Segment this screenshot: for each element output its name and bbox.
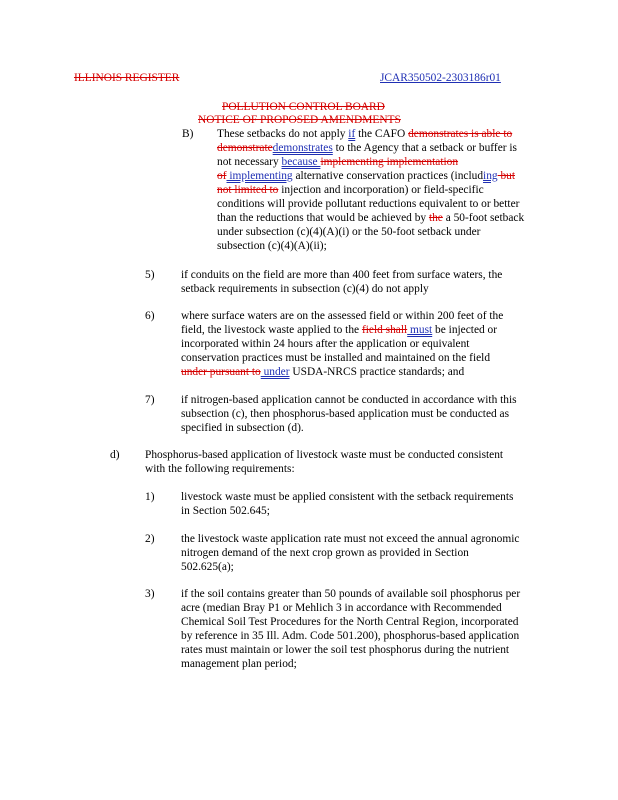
item-6-line: conservation practices must be installed and maintained on the field <box>181 352 491 364</box>
d3-line: rates must maintain or lower the soil test phosphorus during the nutrient <box>181 644 510 656</box>
text-run: than the reductions that would be achieved by <box>217 212 429 224</box>
item-b-line: conditions will provide pollutant reductions equivalent to or better <box>217 198 520 210</box>
item-5-line: if conduits on the field are more than 400 feet from surface waters, the <box>181 269 503 281</box>
inserted-text: implementing <box>226 170 293 182</box>
subsection-d-label: d) <box>110 449 120 461</box>
item-b-line: subsection (c)(4)(A)(ii); <box>217 240 327 252</box>
text-run: to the Agency <box>332 142 402 154</box>
text-run: alternative conservation practices (includ <box>292 170 484 182</box>
deleted-text: implementation <box>383 156 459 168</box>
d1-line: livestock waste must be applied consistent with the setback requirements <box>181 491 514 503</box>
deleted-text: but <box>497 170 515 182</box>
item-7-line: subsection (c), then phosphorus-based application must be conducted as <box>181 408 510 420</box>
jcar-code-main: JCAR350502-2303186 <box>380 72 486 84</box>
deleted-text: the <box>428 212 443 224</box>
text-run: USDA-NRCS practice standards; and <box>289 366 465 378</box>
item-7-label: 7) <box>145 394 155 406</box>
item-b-label: B) <box>182 128 194 140</box>
text-run: a 50-foot setback <box>442 212 525 224</box>
deleted-text: is able to <box>468 128 513 140</box>
text-run: injection and incorporation) or field-specific <box>278 184 484 196</box>
item-6-line: where surface waters are on the assessed field or within 200 feet of the <box>181 310 504 322</box>
text-run: the CAFO <box>355 128 409 140</box>
item-b-line <box>217 170 515 183</box>
d2-line: nitrogen demand of the next crop grown as provided in Section <box>181 547 469 559</box>
item-b-line <box>217 142 517 155</box>
text-run: be injected or <box>432 324 498 336</box>
text-run: not necessary <box>217 156 282 168</box>
item-6-line <box>181 324 497 337</box>
d2-label: 2) <box>145 533 155 545</box>
item-5-line: setback requirements in subsection (c)(4) do not apply <box>181 283 429 295</box>
d3-line: management plan period; <box>181 658 297 670</box>
inserted-text: must <box>407 324 433 336</box>
deleted-text: not limited to <box>217 184 279 196</box>
inserted-text: demonstrates <box>272 142 333 154</box>
inserted-text: ing <box>483 170 498 182</box>
item-5-label: 5) <box>145 269 155 281</box>
item-7-line: specified in subsection (d). <box>181 422 304 434</box>
register-title: ILLINOIS REGISTER <box>74 72 180 84</box>
agency-name: POLLUTION CONTROL BOARD <box>222 101 385 113</box>
item-b-line <box>217 184 484 197</box>
item-b-line <box>217 212 524 225</box>
d3-label: 3) <box>145 588 155 600</box>
d3-line: if the soil contains greater than 50 pounds of available soil phosphorus per <box>181 588 521 600</box>
inserted-text: because <box>281 156 321 168</box>
deleted-text: under <box>181 366 207 378</box>
text-run: These setbacks do not apply <box>217 128 349 140</box>
d1-label: 1) <box>145 491 155 503</box>
text-run: that a setback or buffer is <box>401 142 517 154</box>
deleted-text: implementing <box>320 156 384 168</box>
d3-line: acre (median Bray P1 or Mehlich 3 in accordance with Recommended <box>181 602 502 614</box>
item-b-line <box>217 156 458 169</box>
deleted-text: demonstrate <box>217 142 273 154</box>
subsection-d-line: with the following requirements: <box>145 463 295 475</box>
d2-line: 502.625(a); <box>181 561 234 573</box>
d3-line: Chemical Soil Test Procedures for the North Central Region, incorporated <box>181 616 519 628</box>
item-6-label: 6) <box>145 310 155 322</box>
item-6-line <box>181 366 464 379</box>
subsection-d-line: Phosphorus-based application of livestock waste must be conducted consistent <box>145 449 504 461</box>
deleted-text: pursuant to <box>206 366 261 378</box>
d1-line: in Section 502.645; <box>181 505 270 517</box>
item-7-line: if nitrogen-based application cannot be conducted in accordance with this <box>181 394 517 406</box>
item-b-line: under subsection (c)(4)(A)(i) or the 50-foot setback under <box>217 226 481 238</box>
item-6-line: incorporated within 24 hours after the application or equivalent <box>181 338 470 350</box>
notice-title: NOTICE OF PROPOSED AMENDMENTS <box>198 114 401 126</box>
deleted-text: field <box>361 324 383 336</box>
jcar-code <box>380 72 501 85</box>
item-b-line <box>217 128 512 141</box>
jcar-code-suffix: r01 <box>485 72 501 84</box>
d2-line: the livestock waste application rate must not exceed the annual agronomic <box>181 533 520 545</box>
d3-line: by reference in 35 Ill. Adm. Code 501.200), phosphorus-based application <box>181 630 520 642</box>
deleted-text: of <box>217 170 227 182</box>
inserted-text: if <box>348 128 356 140</box>
text-run: field, the livestock waste applied to the <box>181 324 362 336</box>
deleted-text: demonstrates <box>408 128 469 140</box>
inserted-text: under <box>260 366 290 378</box>
deleted-text: shall <box>382 324 408 336</box>
